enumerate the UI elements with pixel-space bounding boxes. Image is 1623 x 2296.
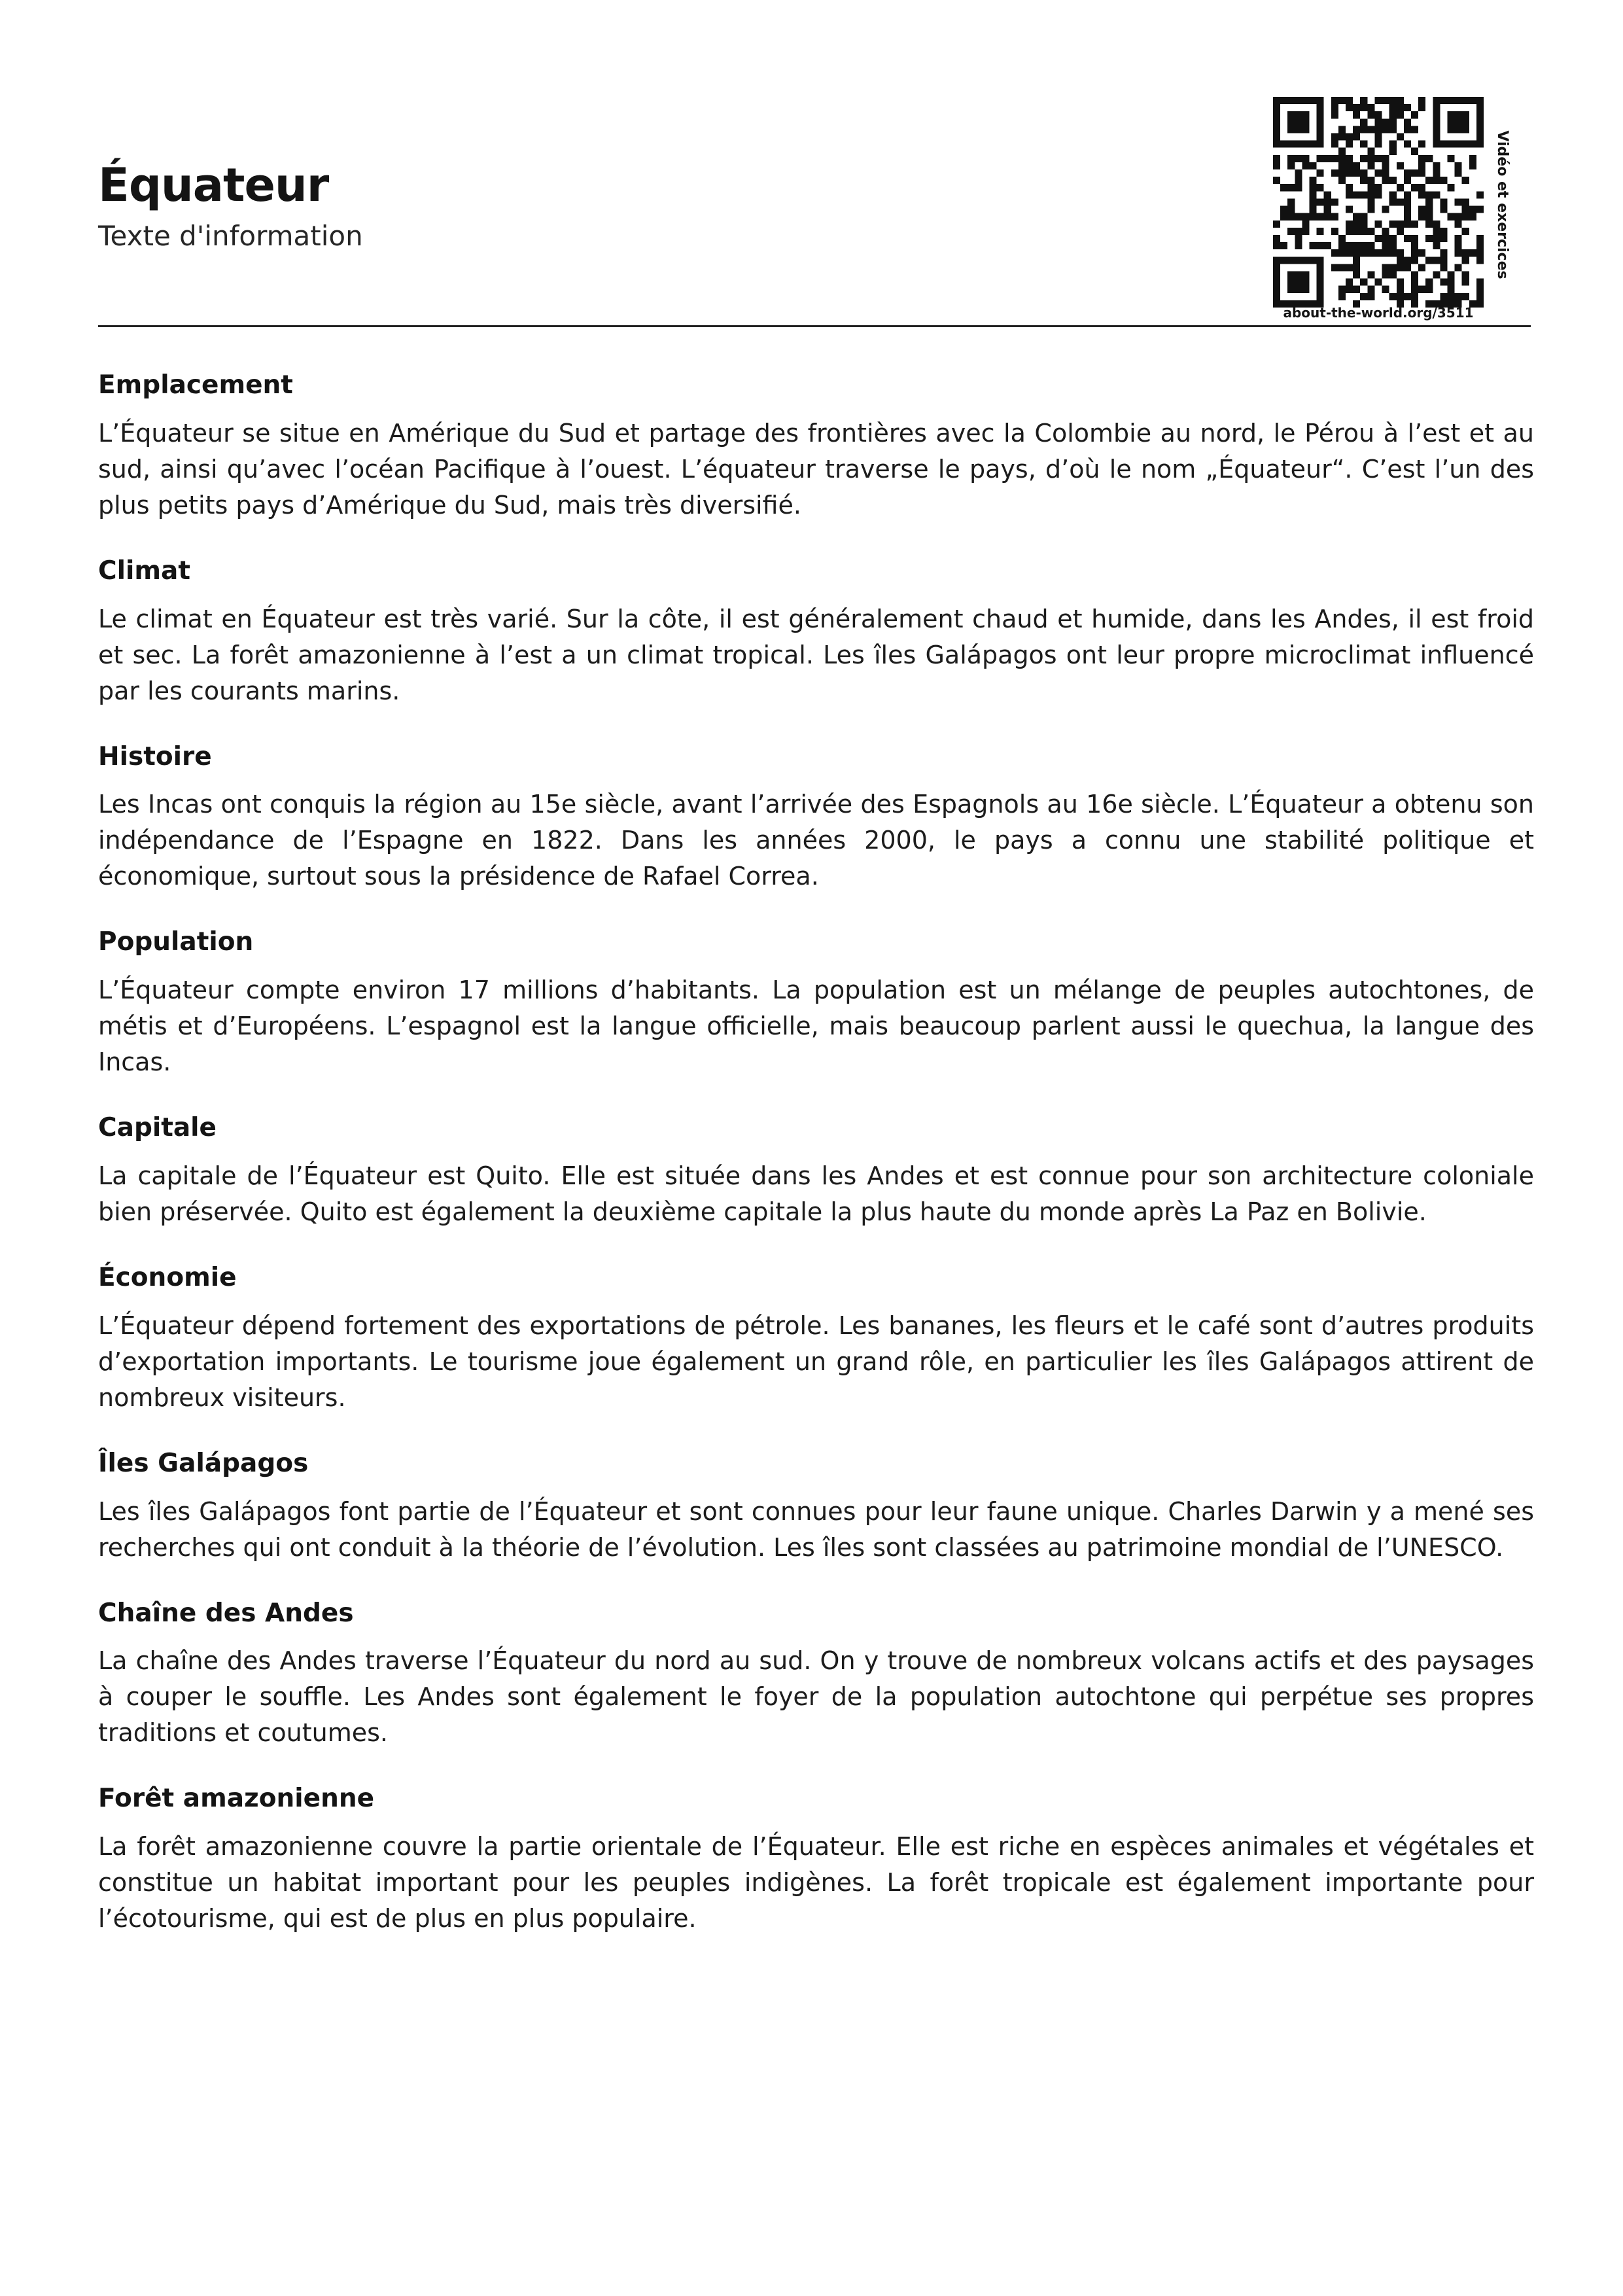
section-chaine-des-andes [98, 1598, 1534, 1752]
section-heading: Économie [98, 1262, 237, 1292]
qr-side-label: Vidéo et exercices [1494, 130, 1510, 279]
qr-code[interactable] [1273, 97, 1484, 308]
main-content [98, 370, 1534, 1969]
section-heading: Population [98, 927, 254, 957]
section-heading: Emplacement [98, 370, 293, 400]
qr-modules [1273, 97, 1484, 308]
section-climat [98, 556, 1534, 709]
section-foret-amazonienne [98, 1784, 1534, 1937]
header-divider [98, 325, 1531, 327]
section-heading: Histoire [98, 741, 212, 771]
section-emplacement [98, 370, 1534, 523]
section-iles-galapagos [98, 1449, 1534, 1566]
section-heading: Chaîne des Andes [98, 1598, 354, 1628]
section-text: La forêt amazonienne couvre la partie orientale de l’Équateur. Elle est riche en espèces animales et végétales et constitue un habitat important pour les peuples indigènes. La forêt tropicale est également importante pour l’écotourisme, qui est de plus en plus populaire. [98, 1832, 1534, 1934]
section-text: La chaîne des Andes traverse l’Équateur du nord au sud. On y trouve de nombreux volcans actifs et des paysages à couper le souffle. Les Andes sont également le foyer de la population autochtone qui perpétue ses propres traditions et coutumes. [98, 1646, 1534, 1748]
section-text: Les Incas ont conquis la région au 15e siècle, avant l’arrivée des Espagnols au 16e siècle. L’Équateur a obtenu son indépendance de l’Espagne en 1822. Dans les années 2000, le pays a connu une stabilité politique et économique, surtout sous la présidence de Rafael Correa. [98, 790, 1534, 891]
section-text: L’Équateur compte environ 17 millions d’habitants. La population est un mélange de peuples autochtones, de métis et d’Européens. L’espagnol est la langue officielle, mais beaucoup parlent aussi le quechua, la langue des Incas. [98, 976, 1534, 1077]
section-population [98, 927, 1534, 1080]
section-histoire [98, 742, 1534, 895]
section-heading: Îles Galápagos [98, 1448, 309, 1478]
section-text: La capitale de l’Équateur est Quito. Elle est située dans les Andes et est connue pour son architecture coloniale bien préservée. Quito est également la deuxième capitale la plus haute du monde après La Paz en Bolivie. [98, 1161, 1534, 1226]
section-heading: Climat [98, 556, 190, 586]
page-title: Équateur [98, 158, 329, 212]
qr-caption[interactable]: about-the-world.org/3511 [1283, 305, 1474, 321]
section-capitale [98, 1113, 1534, 1230]
section-heading: Forêt amazonienne [98, 1784, 375, 1814]
section-text: L’Équateur dépend fortement des exportations de pétrole. Les bananes, les fleurs et le café sont d’autres produits d’exportation importants. Le tourisme joue également un grand rôle, en particulier les îles Galápagos attirent de nombreux visiteurs. [98, 1311, 1534, 1412]
page-subtitle: Texte d'information [98, 220, 363, 252]
section-text: Le climat en Équateur est très varié. Sur la côte, il est généralement chaud et humide, dans les Andes, il est froid et sec. La forêt amazonienne à l’est a un climat tropical. Les îles Galápagos ont leur propre microclimat influencé par les courants marins. [98, 604, 1534, 705]
section-text: L’Équateur se situe en Amérique du Sud et partage des frontières avec la Colombie au nord, le Pérou à l’est et au sud, ainsi qu’avec l’océan Pacifique à l’ouest. L’équateur traverse le pays, d’où le nom „Équateur“. C’est l’un des plus petits pays d’Amérique du Sud, mais très diversifié. [98, 418, 1534, 520]
section-heading: Capitale [98, 1113, 217, 1143]
section-economie [98, 1263, 1534, 1416]
section-text: Les îles Galápagos font partie de l’Équateur et sont connues pour leur faune unique. Charles Darwin y a mené ses recherches qui ont conduit à la théorie de l’évolution. Les îles sont classées au patrimoine mondial de l’UNESCO. [98, 1496, 1534, 1562]
